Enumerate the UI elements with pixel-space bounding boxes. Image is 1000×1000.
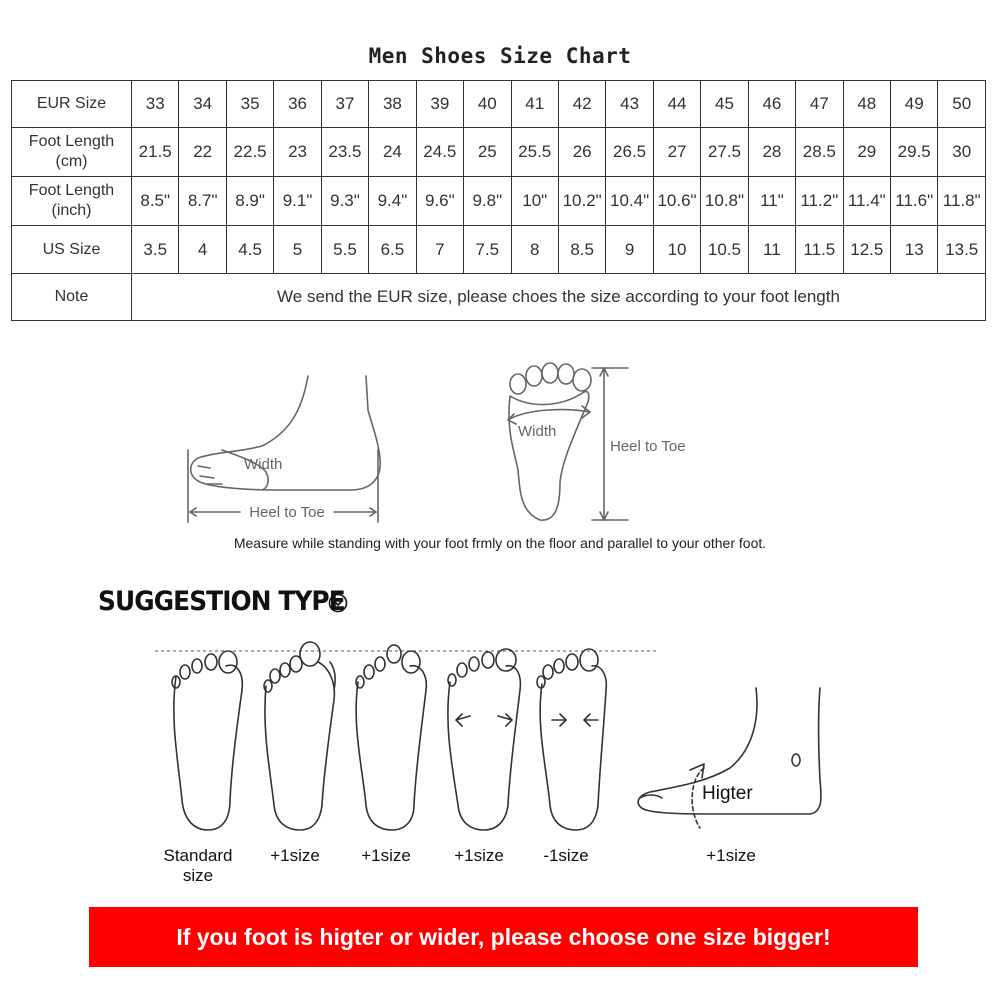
eur-size-cell: 49 [891, 81, 938, 128]
eur-size-cell: 43 [606, 81, 653, 128]
foot-length-cm-cell: 24.5 [416, 128, 463, 177]
foot-length-inch-cell: 10.6" [653, 177, 700, 226]
eur-size-cell: 41 [511, 81, 558, 128]
us-size-cell: 4.5 [226, 226, 273, 274]
advice-banner: If you foot is higter or wider, please choose one size bigger! [89, 907, 918, 967]
foot-length-inch-cell: 10.8" [701, 177, 748, 226]
foot-length-cm-cell: 22.5 [226, 128, 273, 177]
eur-size-cell: 38 [369, 81, 416, 128]
wide-foot-icon [448, 649, 521, 830]
side-heel-to-toe-arrow [188, 450, 378, 522]
eur-size-row [12, 81, 986, 128]
foot-length-cm-cell: 24 [369, 128, 416, 177]
row-header-foot-cm-line1: Foot Length [28, 133, 115, 150]
us-size-cell: 9 [606, 226, 653, 274]
eur-size-cell: 37 [321, 81, 368, 128]
foot-label-high-instep: +1size [706, 846, 756, 865]
side-width-label: Width [244, 456, 283, 473]
foot-length-inch-cell: 9.1" [274, 177, 321, 226]
standard-foot-icon [172, 651, 242, 830]
instep-measure-arrow [690, 764, 704, 828]
foot-length-cm-cell: 23.5 [321, 128, 368, 177]
foot-length-inch-cell: 10.2" [558, 177, 605, 226]
foot-length-inch-cell: 8.7" [179, 177, 226, 226]
foot-length-inch-cell: 8.9" [226, 177, 273, 226]
long-toe-foot-icon [356, 645, 426, 830]
row-header-foot-inch-line1: Foot Length [28, 182, 115, 199]
foot-length-inch-cell: 9.8" [464, 177, 511, 226]
foot-length-inch-cell: 8.5" [132, 177, 179, 226]
eur-size-cell: 50 [938, 81, 986, 128]
foot-length-cm-cell: 29.5 [891, 128, 938, 177]
eur-size-cell: 42 [558, 81, 605, 128]
foot-length-cm-cell: 22 [179, 128, 226, 177]
us-size-cell: 13 [891, 226, 938, 274]
foot-length-inch-cell: 10" [511, 177, 558, 226]
foot-length-cm-cell: 29 [843, 128, 890, 177]
us-size-row [12, 226, 986, 274]
foot-length-inch-cell: 11.2" [796, 177, 843, 226]
foot-length-inch-cell: 9.4" [369, 177, 416, 226]
us-size-cell: 8 [511, 226, 558, 274]
eur-size-cell: 44 [653, 81, 700, 128]
foot-length-inch-cell: 11.6" [891, 177, 938, 226]
sole-foot-icon [509, 363, 591, 520]
foot-length-inch-cell: 11" [748, 177, 795, 226]
foot-label-standard-line2: size [182, 866, 214, 885]
row-header-eur: EUR Size [12, 81, 132, 128]
foot-length-cm-cell: 26 [558, 128, 605, 177]
foot-length-cm-cell: 26.5 [606, 128, 653, 177]
row-header-foot-inch [12, 177, 132, 226]
foot-length-inch-cell: 9.6" [416, 177, 463, 226]
eur-size-cell: 47 [796, 81, 843, 128]
chevron-down-circle-icon [328, 593, 348, 613]
sole-heel-to-toe-label: Heel to Toe [610, 438, 686, 455]
us-size-cell: 3.5 [132, 226, 179, 274]
high-instep-foot-icon [638, 688, 821, 814]
row-header-foot-inch-line2: (inch) [51, 202, 92, 219]
eur-size-cell: 34 [179, 81, 226, 128]
us-size-cell: 5.5 [321, 226, 368, 274]
row-header-note: Note [12, 274, 132, 321]
eur-size-cell: 46 [748, 81, 795, 128]
suggestion-heading: SUGGESTION TYPE [98, 586, 345, 617]
eur-size-cell: 45 [701, 81, 748, 128]
bunion-foot-icon [264, 642, 335, 830]
side-heel-to-toe-label: Heel to Toe [249, 504, 325, 521]
us-size-cell: 10 [653, 226, 700, 274]
foot-length-cm-cell: 23 [274, 128, 321, 177]
foot-label-narrow: -1size [543, 846, 589, 865]
foot-length-cm-cell: 25 [464, 128, 511, 177]
foot-length-inch-cell: 11.8" [938, 177, 986, 226]
us-size-cell: 7.5 [464, 226, 511, 274]
foot-length-cm-cell: 27 [653, 128, 700, 177]
foot-length-inch-cell: 11.4" [843, 177, 890, 226]
us-size-cell: 7 [416, 226, 463, 274]
foot-label-bunion: +1size [270, 846, 320, 865]
eur-size-cell: 40 [464, 81, 511, 128]
foot-length-cm-cell: 27.5 [701, 128, 748, 177]
side-foot-icon [191, 376, 381, 490]
chart-title: Men Shoes Size Chart [368, 44, 632, 68]
us-size-cell: 13.5 [938, 226, 986, 274]
sole-width-arrow [508, 406, 590, 424]
us-size-cell: 10.5 [701, 226, 748, 274]
note-text: We send the EUR size, please choes the size according to your foot length [132, 274, 986, 321]
foot-length-cm-cell: 30 [938, 128, 986, 177]
measure-instruction: Measure while standing with your foot frmly on the floor and parallel to your other foot. [233, 535, 767, 551]
size-table [11, 80, 986, 321]
row-header-foot-cm [12, 128, 132, 177]
us-size-cell: 4 [179, 226, 226, 274]
foot-label-standard-line1: Standard [163, 846, 233, 865]
eur-size-cell: 48 [843, 81, 890, 128]
foot-length-inch-row [12, 177, 986, 226]
foot-label-long-toe: +1size [361, 846, 411, 865]
foot-length-cm-cell: 28 [748, 128, 795, 177]
foot-label-standard [148, 846, 248, 886]
eur-size-cell: 36 [274, 81, 321, 128]
note-row [12, 274, 986, 321]
eur-size-cell: 39 [416, 81, 463, 128]
us-size-cell: 8.5 [558, 226, 605, 274]
narrow-foot-icon [537, 649, 606, 830]
us-size-cell: 11.5 [796, 226, 843, 274]
foot-length-cm-cell: 25.5 [511, 128, 558, 177]
foot-length-cm-cell: 21.5 [132, 128, 179, 177]
us-size-cell: 6.5 [369, 226, 416, 274]
foot-length-cm-row [12, 128, 986, 177]
foot-length-inch-cell: 10.4" [606, 177, 653, 226]
eur-size-cell: 35 [226, 81, 273, 128]
row-header-foot-cm-line2: (cm) [55, 153, 88, 170]
sole-width-label: Width [518, 423, 557, 440]
instep-label: Higter [702, 783, 753, 804]
foot-label-wide: +1size [454, 846, 504, 865]
us-size-cell: 5 [274, 226, 321, 274]
us-size-cell: 12.5 [843, 226, 890, 274]
eur-size-cell: 33 [132, 81, 179, 128]
row-header-us: US Size [12, 226, 132, 274]
us-size-cell: 11 [748, 226, 795, 274]
foot-length-inch-cell: 9.3" [321, 177, 368, 226]
foot-length-cm-cell: 28.5 [796, 128, 843, 177]
sole-heel-to-toe-arrow [592, 368, 628, 520]
